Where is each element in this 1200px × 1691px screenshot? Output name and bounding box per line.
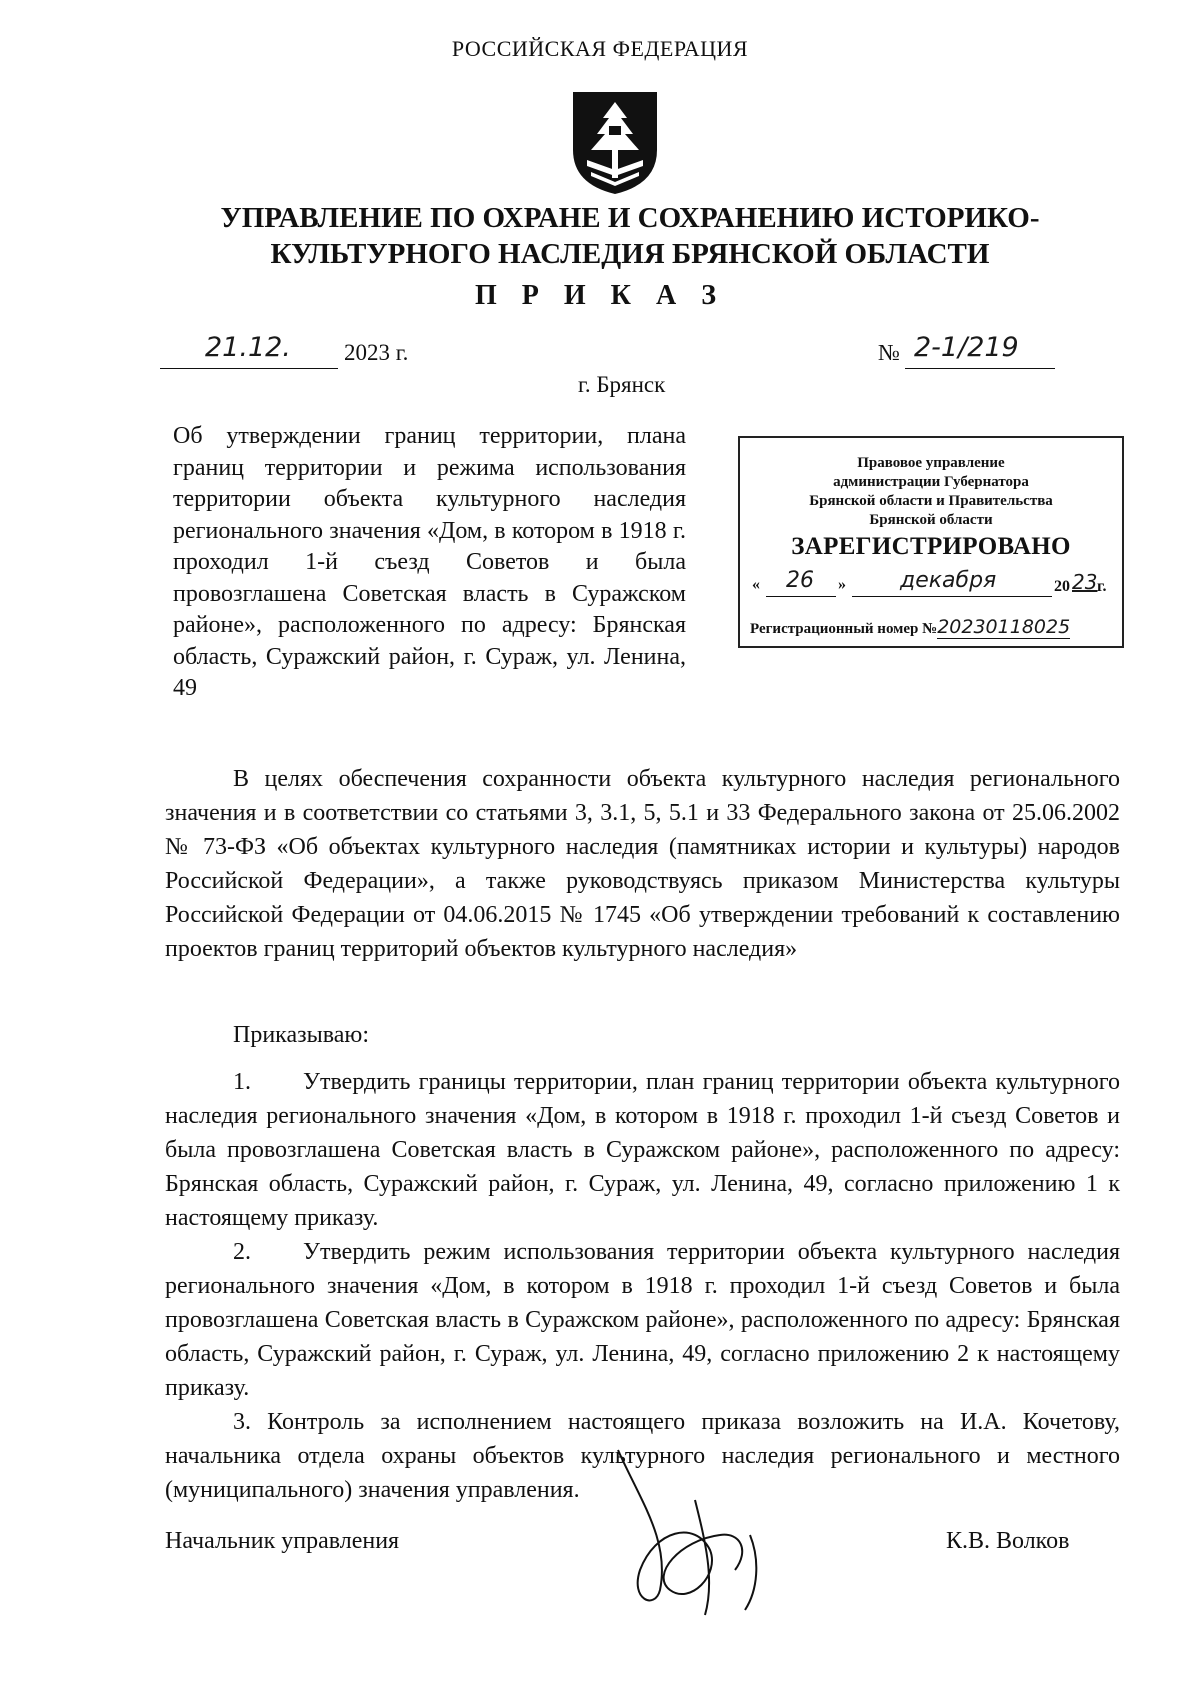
stamp-line-4: Брянской области xyxy=(869,512,993,528)
stamp-line-3: Брянской области и Правительства xyxy=(809,493,1053,509)
registration-stamp xyxy=(738,436,1124,648)
signatory-name: К.В. Волков xyxy=(946,1528,1070,1554)
order-item-2-text: Утвердить режим использования территории объекта культурного наследия регионального значения «Дом, в котором в 1918 г. проходил 1-й съезд Советов и была провозглашена Советская власть в Суражском районе», расположенного по адресу: Брянская область, Суражский район, г. Сураж, ул. Ленина, 49, согласно приложению 2 к настоящему приказу. xyxy=(165,1239,1120,1401)
stamp-registration-number xyxy=(750,616,1070,638)
order-item-1-text: Утвердить границы территории, план границ территории объекта культурного наследия регионального значения «Дом, в котором в 1918 г. проходил 1-й съезд Советов и была провозглашена Советская власть в Суражском районе», расположенного по адресу: Брянская область, Суражский район, г. Сураж, ул. Ленина, 49, согласно приложению 1 к настоящему приказу. xyxy=(165,1069,1120,1231)
organization-name xyxy=(150,200,1110,272)
document-type: П Р И К А З xyxy=(475,280,725,311)
order-date-handwritten: 21.12. xyxy=(205,332,291,363)
stamp-reg-label: Регистрационный номер № xyxy=(750,621,938,637)
country-header: РОССИЙСКАЯ ФЕДЕРАЦИЯ xyxy=(451,36,749,61)
order-word xyxy=(165,1018,1120,1052)
stamp-month-handwritten: декабря xyxy=(900,568,997,593)
stamp-quote-open: « xyxy=(752,576,760,593)
order-number-label: № xyxy=(878,340,900,365)
stamp-registered: ЗАРЕГИСТРИРОВАНО xyxy=(791,533,1071,560)
order-word-text: Приказываю: xyxy=(233,1022,369,1048)
stamp-year-handwritten: 23 xyxy=(1072,570,1098,594)
stamp-quote-close: » xyxy=(838,576,846,593)
order-title: Об утверждении границ территории, плана границ территории и режима использования территории объекта культурного наследия регионального значения «Дом, в котором в 1918 г. проходил 1-й съезд Советов и была провозглашена Советская власть в Суражском районе», расположенного по адресу: Брянская область, Суражский район, г. Сураж, ул. Ленина, 49 xyxy=(173,423,686,701)
order-item-3-number: 3. xyxy=(233,1409,251,1435)
organization-line-2: КУЛЬТУРНОГО НАСЛЕДИЯ БРЯНСКОЙ ОБЛАСТИ xyxy=(270,238,990,270)
order-item-1-number: 1. xyxy=(233,1069,251,1095)
stamp-line-1: Правовое управление xyxy=(857,455,1005,471)
organization-line-1: УПРАВЛЕНИЕ ПО ОХРАНЕ И СОХРАНЕНИЮ ИСТОРИКО- xyxy=(220,202,1040,234)
preamble xyxy=(165,762,1120,966)
order-number-handwritten: 2-1/219 xyxy=(914,332,1019,363)
city: г. Брянск xyxy=(578,372,666,397)
stamp-year-prefix: 20 xyxy=(1054,578,1070,595)
preamble-text: В целях обеспечения сохранности объекта культурного наследия регионального значения и в соответствии со статьями 3, 3.1, 5, 5.1 и 33 Федерального закона от 25.06.2002 № 73-ФЗ «Об объектах культурного наследия (памятниках истории и культуры) народов Российской Федерации», а также руководствуясь приказом Министерства культуры Российской Федерации от 04.06.2015 № 1745 «Об утверждении требований к составлению проектов границ территорий объектов культурного наследия» xyxy=(165,766,1120,962)
stamp-day-handwritten: 26 xyxy=(786,568,814,593)
handwritten-signature xyxy=(600,1440,780,1620)
order-item-2-number: 2. xyxy=(233,1239,251,1265)
stamp-reg-number-handwritten: 20230118025 xyxy=(937,616,1071,638)
order-year: 2023 г. xyxy=(344,340,409,365)
order-item-3-text: Контроль за исполнением настоящего приказа возложить на И.А. Кочетову, начальника отдела охраны объектов культурного наследия регионального и местного (муниципального) значения управления. xyxy=(165,1409,1120,1503)
signatory-position: Начальник управления xyxy=(165,1528,400,1554)
stamp-date xyxy=(752,568,1112,602)
bryansk-coat-of-arms-icon xyxy=(565,88,665,198)
order-item-1 xyxy=(165,1065,1120,1235)
stamp-year-suffix: г. xyxy=(1097,578,1107,595)
stamp-line-2: администрации Губернатора xyxy=(833,474,1029,490)
order-item-2 xyxy=(165,1235,1120,1405)
